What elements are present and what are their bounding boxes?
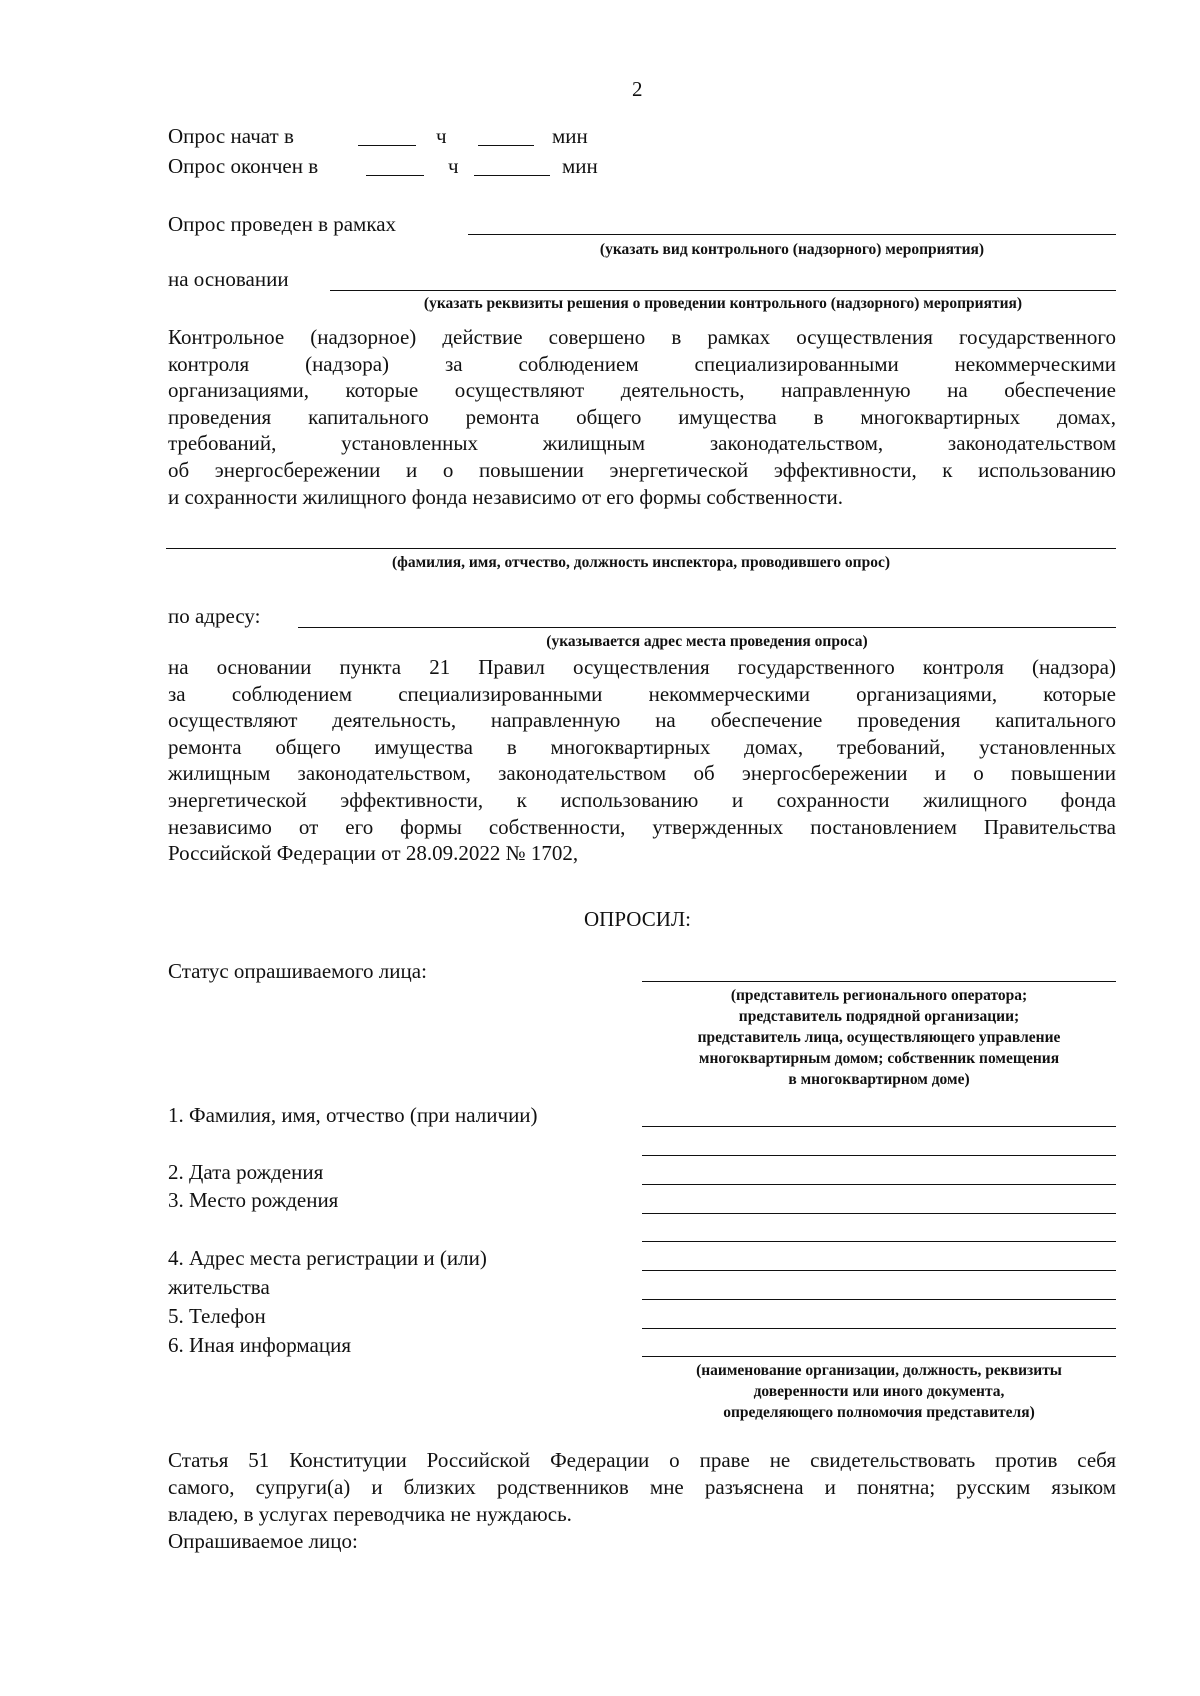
start-hours-field[interactable]	[358, 145, 416, 146]
framework-label: Опрос проведен в рамках	[168, 212, 397, 236]
legal-basis-paragraph: на основании пункта 21 Правил осуществления государственного контроля (надзора) за соблюдением специализированными некоммерческими организациями, которые осуществляют деятельность, направленную на обеспечение проведения капитального ремонта общего имущества в многоквартирных домах, требований, установленных жилищным законодательством, законодательством об энергосбережении и о повышении энергетической эффективности, к использованию и сохранности жилищного фонда независимо от его формы собственности, утвержденных постановлением Правительства Российской Федерации от 28.09.2022 № 1702,	[168, 655, 1116, 866]
basis-caption: (указать реквизиты решения о проведении контрольного (надзорного) мероприятия)	[423, 295, 1023, 312]
field-address-label-cont: жительства	[168, 1275, 270, 1299]
address-reg-field-2[interactable]	[642, 1270, 1116, 1271]
basis-field[interactable]	[330, 290, 1116, 291]
field-address-label: 4. Адрес места регистрации и (или)	[168, 1246, 487, 1270]
field-other-info-label: 6. Иная информация	[168, 1333, 352, 1357]
language-statement: владею, в услугах переводчика не нуждаюсь.	[168, 1502, 572, 1526]
start-minutes-field[interactable]	[478, 145, 534, 146]
page-number: 2	[632, 77, 643, 101]
inspector-caption: (фамилия, имя, отчество, должность инспектора, проводившего опрос)	[391, 554, 891, 571]
field-birth-place-label: 3. Место рождения	[168, 1188, 339, 1212]
field-birth-date-label: 2. Дата рождения	[168, 1160, 324, 1184]
start-minutes-unit: мин	[552, 124, 588, 148]
address-label: по адресу:	[168, 604, 261, 628]
address-caption: (указывается адрес места проведения опроса)	[546, 633, 868, 650]
birth-place-field[interactable]	[642, 1213, 1116, 1214]
field-full-name-label: 1. Фамилия, имя, отчество (при наличии)	[168, 1103, 538, 1127]
respondent-label: Опрашиваемое лицо:	[168, 1529, 358, 1553]
address-reg-field-3[interactable]	[642, 1299, 1116, 1300]
start-hours-unit: ч	[436, 124, 447, 148]
inspector-field[interactable]	[166, 548, 1116, 549]
end-hours-field[interactable]	[366, 175, 424, 176]
end-minutes-unit: мин	[562, 154, 598, 178]
address-reg-field[interactable]	[642, 1241, 1116, 1242]
control-action-paragraph: Контрольное (надзорное) действие совершено в рамках осуществления государственного контроля (надзора) за соблюдением специализированными некоммерческими организациями, которые осуществляют деятельность, направленную на обеспечение проведения капитального ремонта общего имущества в многоквартирных домах, требований, установленных жилищным законодательством, законодательством об энергосбережении и о повышении энергетической эффективности, к использованию и сохранности жилищного фонда независимо от его формы собственности.	[168, 325, 1116, 509]
full-name-field[interactable]	[642, 1126, 1116, 1127]
end-minutes-field[interactable]	[474, 175, 550, 176]
birth-date-field[interactable]	[642, 1184, 1116, 1185]
address-field[interactable]	[298, 627, 1116, 628]
section-heading: ОПРОСИЛ:	[584, 907, 691, 931]
constitution-paragraph: Статья 51 Конституции Российской Федерации о праве не свидетельствовать против себя самого, супруги(а) и близких родственников мне разъяснена и понятна; русским языком	[168, 1448, 1116, 1499]
survey-end-label: Опрос окончен в	[168, 154, 319, 178]
full-name-field-2[interactable]	[642, 1155, 1116, 1156]
other-info-field[interactable]	[642, 1356, 1116, 1357]
phone-field[interactable]	[642, 1328, 1116, 1329]
survey-start-label: Опрос начат в	[168, 124, 294, 148]
end-hours-unit: ч	[448, 154, 459, 178]
field-phone-label: 5. Телефон	[168, 1304, 266, 1328]
representative-caption: (наименование организации, должность, реквизиты доверенности или иного документа, определяющего полномочия представителя)	[696, 1362, 1062, 1421]
framework-caption: (указать вид контрольного (надзорного) мероприятия)	[599, 241, 985, 258]
status-caption: (представитель регионального оператора; представитель подрядной организации; представитель лица, осуществляющего управление многоквартирным домом; собственник помещения в многоквартирном доме)	[697, 987, 1061, 1088]
framework-field[interactable]	[468, 234, 1116, 235]
basis-label: на основании	[168, 267, 289, 291]
status-label: Статус опрашиваемого лица:	[168, 959, 427, 983]
status-field[interactable]	[642, 981, 1116, 982]
